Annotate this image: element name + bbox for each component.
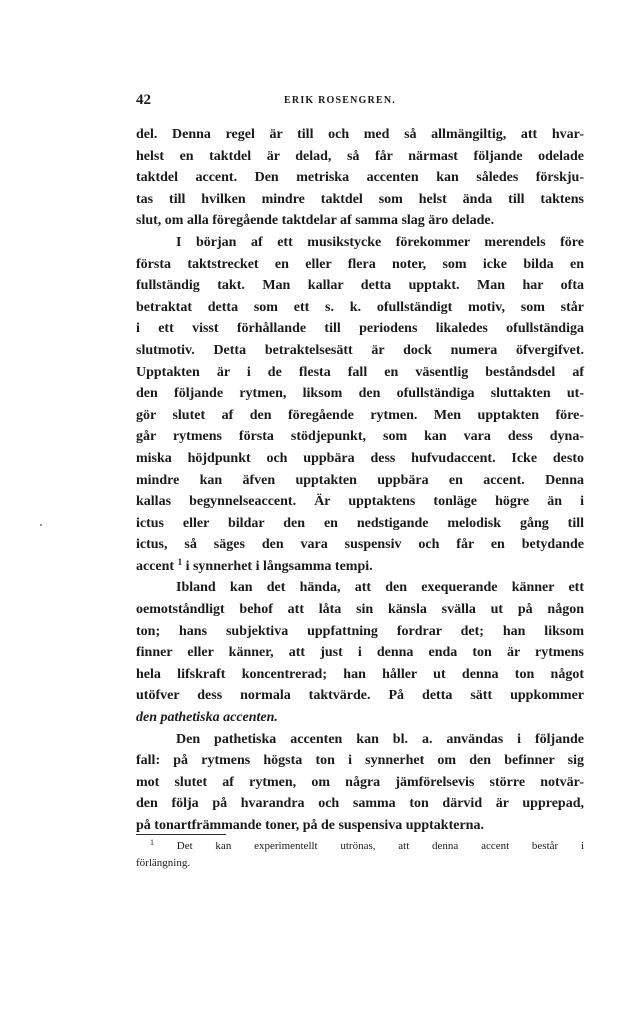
text-line: Den pathetiska accenten kan bl. a. användas i följande xyxy=(176,731,584,747)
text-line: mindre kan äfven upptakten uppbära en accent. Denna xyxy=(136,472,584,488)
text-line: fullständig takt. Man kallar detta upptakt. Man har ofta xyxy=(136,278,584,294)
text-line: första taktstrecket en eller flera noter, som icke bilda en xyxy=(136,256,584,272)
text-line: finner eller känner, att just i denna enda ton är rytmens xyxy=(136,645,584,661)
footnote-line xyxy=(136,838,584,855)
text-line: betraktat detta som ett s. k. ofullständigt motiv, som står xyxy=(136,299,584,315)
footnote-marker: 1 xyxy=(150,838,154,847)
text-line: helst en taktdel är delad, så får närmast följande odelade xyxy=(136,148,584,164)
text-line: kallas begynnelseaccent. Är upptaktens tonläge högre än i xyxy=(136,494,584,510)
text-line: del. Denna regel är till och med så allmängiltig, att hvar- xyxy=(136,127,584,142)
text-line: den följande rytmen, liksom den ofullständiga sluttakten ut- xyxy=(136,386,584,402)
text-line: oemotståndligt behof att låta sin känsla svälla ut på någon xyxy=(136,602,584,618)
text-line: hela lifskraft koncentrerad; han håller ut denna ton något xyxy=(136,666,584,682)
text-line: ictus eller bildar den en nedstigande melodisk gång till xyxy=(136,515,584,531)
text-line: taktdel accent. Den metriska accenten kan således förskju- xyxy=(136,170,584,186)
text-line: mot slutet af rytmen, om några jämförelsevis större notvär- xyxy=(136,774,584,790)
text-line: ictus, så säges den vara suspensiv och får en betydande xyxy=(136,537,584,553)
text-line: slut, om alla föregående taktdelar af samma slag äro delade. xyxy=(136,213,495,229)
text-line: miska höjdpunkt och uppbära dess hufvudaccent. Icke desto xyxy=(136,450,584,466)
text-line: I början af ett musikstycke förekommer merendels före xyxy=(176,234,584,250)
text-line-with-footnote-ref xyxy=(136,556,584,578)
text-line: fall: på rytmens högsta ton i synnerhet om den befinner sig xyxy=(136,753,584,769)
text-line: på tonartfrämmande toner, på de suspensiva upptakterna. xyxy=(136,818,484,833)
footnote-line: förlängning. xyxy=(136,857,191,869)
line-continuation: i synnerhet i långsamma tempi. xyxy=(185,558,373,574)
text-line: gör slutet af den föregående rytmen. Men upptakten före- xyxy=(136,407,584,423)
footnote-text: Det kan experimentellt utrönas, att denna accent består i xyxy=(176,840,585,852)
text-line: tas till hvilken mindre taktdel som helst ända till taktens xyxy=(136,191,584,207)
accent-word: accent xyxy=(136,558,175,574)
text-line: Ibland kan det hända, att den exequerande känner ett xyxy=(176,580,584,596)
text-line: slutmotiv. Detta betraktelsesätt är dock numera öfvergifvet. xyxy=(136,342,584,358)
text-line: Upptakten är i de flesta fall en väsentlig beståndsdel af xyxy=(136,364,584,380)
text-line: den följa på hvarandra och samma ton därvid är upprepad, xyxy=(136,796,584,812)
running-head: ERIK ROSENGREN. xyxy=(284,95,396,106)
text-line: ton; hans subjektiva uppfattning fordrar det; han liksom xyxy=(136,623,584,639)
page-number: 42 xyxy=(136,92,151,108)
body-text xyxy=(136,124,584,837)
text-line: utöfver dess normala taktvärde. På detta sätt uppkommer xyxy=(136,688,584,704)
emphasized-term: den pathetiska accenten. xyxy=(136,710,278,726)
footnote-divider xyxy=(136,834,226,835)
footnote-reference[interactable]: 1 xyxy=(177,556,183,567)
text-line: går rytmens första stödjepunkt, som kan vara dess dyna- xyxy=(136,429,584,445)
scan-speck xyxy=(40,524,42,526)
text-line: i ett visst förhållande till periodens likaledes ofullständiga xyxy=(136,321,584,337)
footnote xyxy=(136,838,584,872)
